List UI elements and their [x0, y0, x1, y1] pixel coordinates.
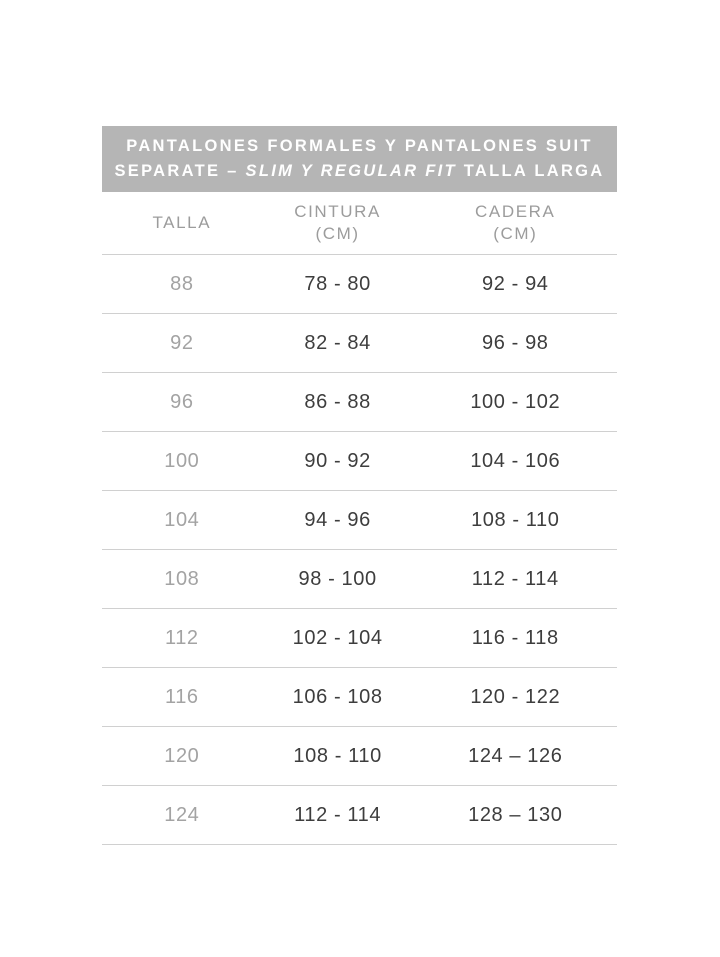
cintura-cell: 106 - 108	[262, 668, 414, 727]
talla-cell: 120	[102, 727, 262, 786]
table-row	[102, 314, 617, 373]
cintura-cell: 78 - 80	[262, 255, 414, 314]
cadera-cell: 124 – 126	[414, 727, 617, 786]
column-header-cintura	[262, 192, 414, 255]
banner-title-line2-italic: SLIM Y REGULAR FIT	[245, 162, 457, 180]
cintura-cell: 108 - 110	[262, 727, 414, 786]
column-header-cintura-unit: (CM)	[315, 224, 360, 243]
cintura-cell: 90 - 92	[262, 432, 414, 491]
table-row	[102, 668, 617, 727]
cadera-cell: 112 - 114	[414, 550, 617, 609]
cintura-cell: 102 - 104	[262, 609, 414, 668]
cadera-cell: 108 - 110	[414, 491, 617, 550]
cadera-cell: 92 - 94	[414, 255, 617, 314]
column-header-talla	[102, 192, 262, 255]
talla-cell: 108	[102, 550, 262, 609]
banner-title-line2-suffix: TALLA LARGA	[456, 162, 605, 180]
size-chart-title-banner	[102, 126, 617, 192]
talla-cell: 124	[102, 786, 262, 845]
table-row	[102, 609, 617, 668]
column-header-cadera-label: CADERA	[475, 202, 556, 221]
banner-title-line1: PANTALONES FORMALES Y PANTALONES SUIT	[126, 137, 593, 155]
talla-cell: 88	[102, 255, 262, 314]
table-header-row	[102, 192, 617, 255]
cintura-cell: 82 - 84	[262, 314, 414, 373]
banner-title-line2-prefix: SEPARATE –	[114, 162, 246, 180]
table-row	[102, 786, 617, 845]
table-row	[102, 727, 617, 786]
table-row	[102, 491, 617, 550]
table-row	[102, 432, 617, 491]
table-row	[102, 255, 617, 314]
cintura-cell: 86 - 88	[262, 373, 414, 432]
talla-cell: 112	[102, 609, 262, 668]
talla-cell: 96	[102, 373, 262, 432]
size-table	[102, 192, 617, 845]
talla-cell: 116	[102, 668, 262, 727]
cintura-cell: 94 - 96	[262, 491, 414, 550]
cadera-cell: 128 – 130	[414, 786, 617, 845]
cadera-cell: 104 - 106	[414, 432, 617, 491]
size-table-body	[102, 255, 617, 845]
cintura-cell: 112 - 114	[262, 786, 414, 845]
banner-title-line2	[114, 159, 604, 184]
cadera-cell: 100 - 102	[414, 373, 617, 432]
talla-cell: 104	[102, 491, 262, 550]
column-header-cadera-unit: (CM)	[493, 224, 538, 243]
table-row	[102, 373, 617, 432]
column-header-cintura-label: CINTURA	[294, 202, 381, 221]
table-row	[102, 550, 617, 609]
cadera-cell: 116 - 118	[414, 609, 617, 668]
talla-cell: 92	[102, 314, 262, 373]
column-header-cadera	[414, 192, 617, 255]
cintura-cell: 98 - 100	[262, 550, 414, 609]
talla-cell: 100	[102, 432, 262, 491]
column-header-talla-label: TALLA	[152, 213, 212, 232]
size-chart	[102, 126, 617, 845]
cadera-cell: 96 - 98	[414, 314, 617, 373]
cadera-cell: 120 - 122	[414, 668, 617, 727]
